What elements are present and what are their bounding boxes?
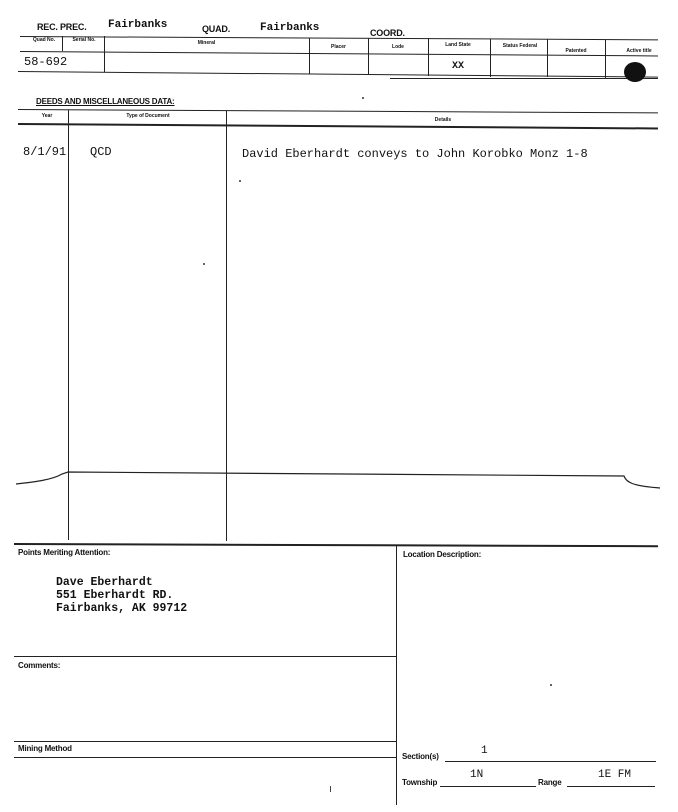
township-blank xyxy=(440,786,536,787)
deed-year: 8/1/91 xyxy=(23,145,67,159)
deeds-head-line xyxy=(18,123,658,129)
mining-top-line xyxy=(14,741,396,742)
stray-dot xyxy=(550,684,552,686)
range-blank xyxy=(567,786,655,787)
col-patented: Patented xyxy=(565,48,587,54)
rec-prec-label: REC. PREC. xyxy=(37,22,87,32)
header-bottom-line-2 xyxy=(390,78,658,79)
deed-details: David Eberhardt conveys to John Korobko Monz 1-8 xyxy=(242,147,588,161)
col-sep-5 xyxy=(428,38,429,76)
deeds-col-details: Details xyxy=(434,117,452,123)
address-line: 551 Eberhardt RD. xyxy=(56,589,174,602)
comments-label: Comments: xyxy=(18,661,61,670)
range-value: 1E FM xyxy=(598,769,632,781)
col-sep-6 xyxy=(490,39,491,77)
coord-label: COORD. xyxy=(370,28,405,38)
col-land-state: Land State xyxy=(445,42,471,48)
comments-top-line xyxy=(14,656,396,657)
deeds-section-title: DEEDS AND MISCELLANEOUS DATA: xyxy=(36,97,175,106)
address-line: Fairbanks, AK 99712 xyxy=(56,602,188,615)
deeds-top-line xyxy=(18,109,658,113)
col-serial-no: Serial No. xyxy=(72,37,96,43)
deeds-col-type: Type of Document xyxy=(126,113,170,119)
stray-mark xyxy=(330,786,333,792)
stray-dot xyxy=(362,97,364,99)
deed-type: QCD xyxy=(90,145,112,159)
section-label: Section(s) xyxy=(402,752,439,761)
lower-center-sep xyxy=(396,545,397,805)
col-status-federal: Status Federal xyxy=(502,43,538,49)
land-state-mark: XX xyxy=(452,61,465,72)
rec-prec-value: Fairbanks xyxy=(108,19,168,31)
page-fold-line xyxy=(14,466,664,492)
col-sep-8 xyxy=(605,40,606,78)
section-value: 1 xyxy=(481,745,488,757)
col-mineral: Mineral xyxy=(197,40,216,46)
section-blank xyxy=(445,761,656,762)
township-value: 1N xyxy=(470,769,484,781)
col-active-title: Active title xyxy=(626,48,652,54)
col-quad-no: Quad No. xyxy=(32,37,56,43)
mining-line xyxy=(14,757,396,758)
col-lode: Lode xyxy=(392,44,404,50)
range-label: Range xyxy=(538,778,562,787)
col-sep-1 xyxy=(62,36,63,51)
stray-dot xyxy=(203,263,205,265)
active-title-dot-icon xyxy=(624,62,646,82)
header-top-line xyxy=(20,36,658,40)
col-sep-3 xyxy=(309,38,310,74)
address-line: Dave Eberhardt xyxy=(56,576,153,589)
quad-label: QUAD. xyxy=(202,24,230,34)
header-bottom-line xyxy=(18,71,658,78)
township-label: Township xyxy=(402,778,438,787)
col-placer: Placer xyxy=(330,44,346,50)
col-sep-7 xyxy=(547,39,548,77)
location-label: Location Description: xyxy=(403,550,482,559)
points-label: Points Meriting Attention: xyxy=(18,548,111,557)
record-number: 58-692 xyxy=(24,55,68,69)
col-sep-4 xyxy=(368,38,369,75)
deeds-bottom-line xyxy=(14,543,658,547)
stray-dot xyxy=(239,180,241,182)
quad-value: Fairbanks xyxy=(260,22,320,34)
deeds-col-year: Year xyxy=(41,113,53,119)
points-address xyxy=(56,576,187,615)
mining-label: Mining Method xyxy=(18,744,72,753)
